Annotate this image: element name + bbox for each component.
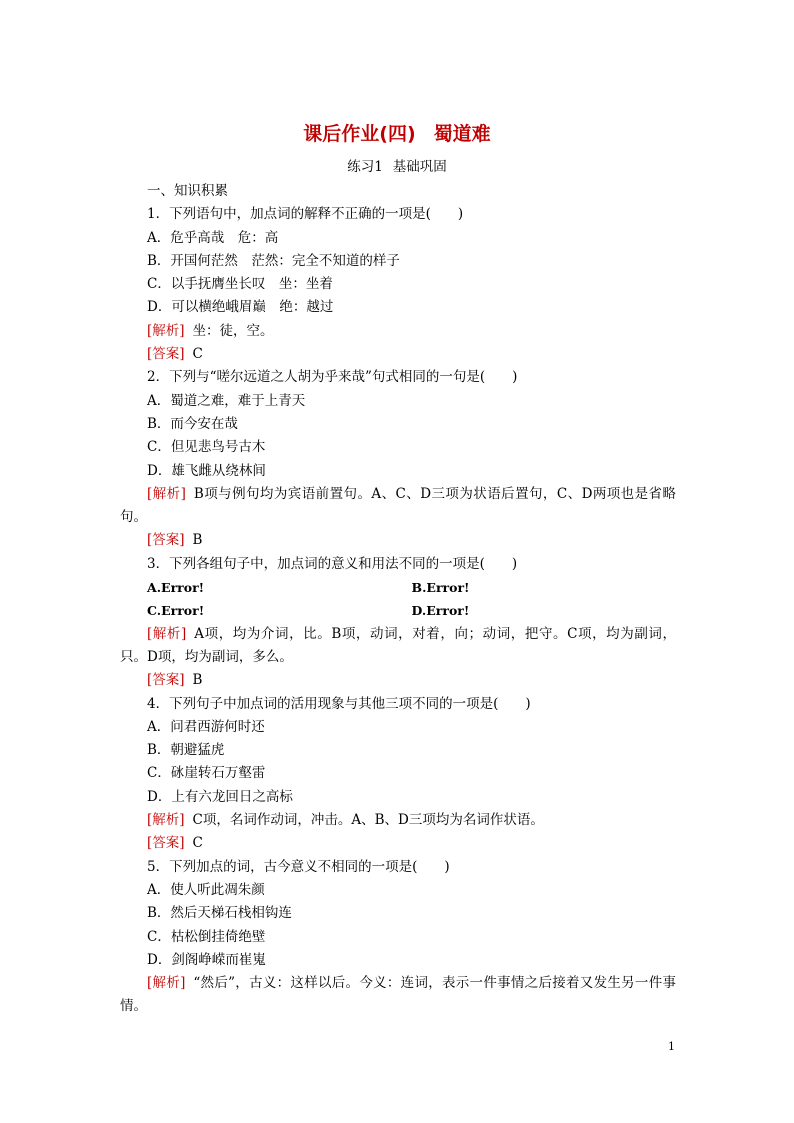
option-c: C．但见悲鸟号古木 bbox=[147, 439, 266, 456]
analysis-tag: [解析] bbox=[147, 625, 187, 642]
option-c: C．以手抚膺坐长叹 坐：坐着 bbox=[147, 276, 333, 293]
answer-tag: [答案] bbox=[147, 835, 185, 852]
option-b: B．而今安在哉 bbox=[147, 415, 238, 432]
answer-value: C bbox=[192, 346, 203, 363]
answer-tag: [答案] bbox=[147, 532, 185, 549]
answer-value: B bbox=[192, 672, 203, 689]
option-d: D.Error! bbox=[411, 603, 470, 619]
option-d: D．雄飞雌从绕林间 bbox=[147, 462, 266, 479]
option-b: B.Error! bbox=[411, 580, 470, 596]
answer-value: B bbox=[192, 532, 203, 549]
document-body bbox=[120, 180, 676, 1019]
analysis bbox=[120, 623, 676, 670]
option-d: D．上有六龙回日之高标 bbox=[147, 788, 293, 805]
answer bbox=[120, 832, 676, 855]
analysis-tag: [解析] bbox=[147, 975, 186, 992]
option-c: C．枯松倒挂倚绝壁 bbox=[147, 928, 266, 945]
option-d: D．可以横绝峨眉巅 绝：越过 bbox=[147, 299, 334, 316]
question-1 bbox=[120, 203, 676, 366]
question-5 bbox=[120, 856, 676, 1019]
subtitle-exercise: 练习1 bbox=[347, 159, 383, 175]
option-row-1 bbox=[120, 576, 676, 599]
option-row-2 bbox=[120, 599, 676, 622]
analysis bbox=[120, 809, 676, 832]
page-number: 1 bbox=[668, 1040, 675, 1053]
section-heading: 一、知识积累 bbox=[147, 183, 228, 199]
answer bbox=[120, 529, 676, 552]
analysis-tag: [解析] bbox=[147, 485, 186, 502]
option-a: A．危乎高哉 危：高 bbox=[147, 229, 279, 246]
option-b: B．开国何茫然 茫然：完全不知道的样子 bbox=[147, 252, 400, 269]
analysis-text: “然后”，古义：这样以后。今义：连词，表示一件事情之后接着又发生另一件事情。 bbox=[120, 975, 676, 1015]
title-series: 课后作业(四) bbox=[303, 123, 416, 145]
analysis-tag: [解析] bbox=[147, 812, 185, 829]
question-stem: 2．下列与“嗟尔远道之人胡为乎来哉”句式相同的一句是( ) bbox=[147, 369, 518, 386]
option-b: B．朝避猛虎 bbox=[147, 742, 225, 759]
answer bbox=[120, 669, 676, 692]
answer-value: C bbox=[192, 835, 203, 852]
option-a: A.Error! bbox=[147, 580, 205, 596]
option-b: B．然后天梯石栈相钩连 bbox=[147, 905, 292, 922]
analysis-text: A项，均为介词，比。B项，动词，对着，向；动词，把守。C项，均为副词，只。D项，均为副词，多么。 bbox=[120, 625, 676, 665]
option-a: A．蜀道之难，难于上青天 bbox=[147, 392, 306, 409]
analysis-tag: [解析] bbox=[147, 322, 185, 339]
question-3 bbox=[120, 553, 676, 693]
subtitle-section: 基础巩固 bbox=[392, 159, 447, 175]
question-2 bbox=[120, 366, 676, 552]
title-lesson: 蜀道难 bbox=[433, 123, 491, 145]
question-4 bbox=[120, 693, 676, 856]
option-c: C．砯崖转石万壑雷 bbox=[147, 765, 266, 782]
option-c: C.Error! bbox=[147, 603, 205, 619]
answer bbox=[120, 343, 676, 366]
answer-tag: [答案] bbox=[147, 672, 185, 689]
page-title bbox=[0, 121, 794, 147]
analysis bbox=[120, 320, 676, 343]
answer-tag: [答案] bbox=[147, 346, 185, 363]
question-stem: 5．下列加点的词，古今意义不相同的一项是( ) bbox=[147, 858, 450, 875]
analysis-text: C项，名词作动词，冲击。A、B、D三项均为名词作状语。 bbox=[192, 812, 544, 829]
question-stem: 4．下列句子中加点词的活用现象与其他三项不同的一项是( ) bbox=[147, 695, 531, 712]
analysis-text: 坐：徒，空。 bbox=[192, 322, 274, 339]
analysis-text: B项与例句均为宾语前置句。A、C、D三项为状语后置句，C、D两项也是省略句。 bbox=[120, 485, 676, 526]
option-a: A．问君西游何时还 bbox=[147, 718, 265, 735]
page-subtitle bbox=[0, 156, 794, 178]
option-d: D．剑阁峥嵘而崔嵬 bbox=[147, 951, 266, 968]
option-a: A．使人听此凋朱颜 bbox=[147, 881, 265, 898]
question-stem: 3．下列各组句子中，加点词的意义和用法不同的一项是( ) bbox=[147, 555, 518, 572]
question-stem: 1．下列语句中，加点词的解释不正确的一项是( ) bbox=[147, 206, 464, 223]
analysis bbox=[120, 972, 676, 1019]
analysis bbox=[120, 483, 676, 530]
